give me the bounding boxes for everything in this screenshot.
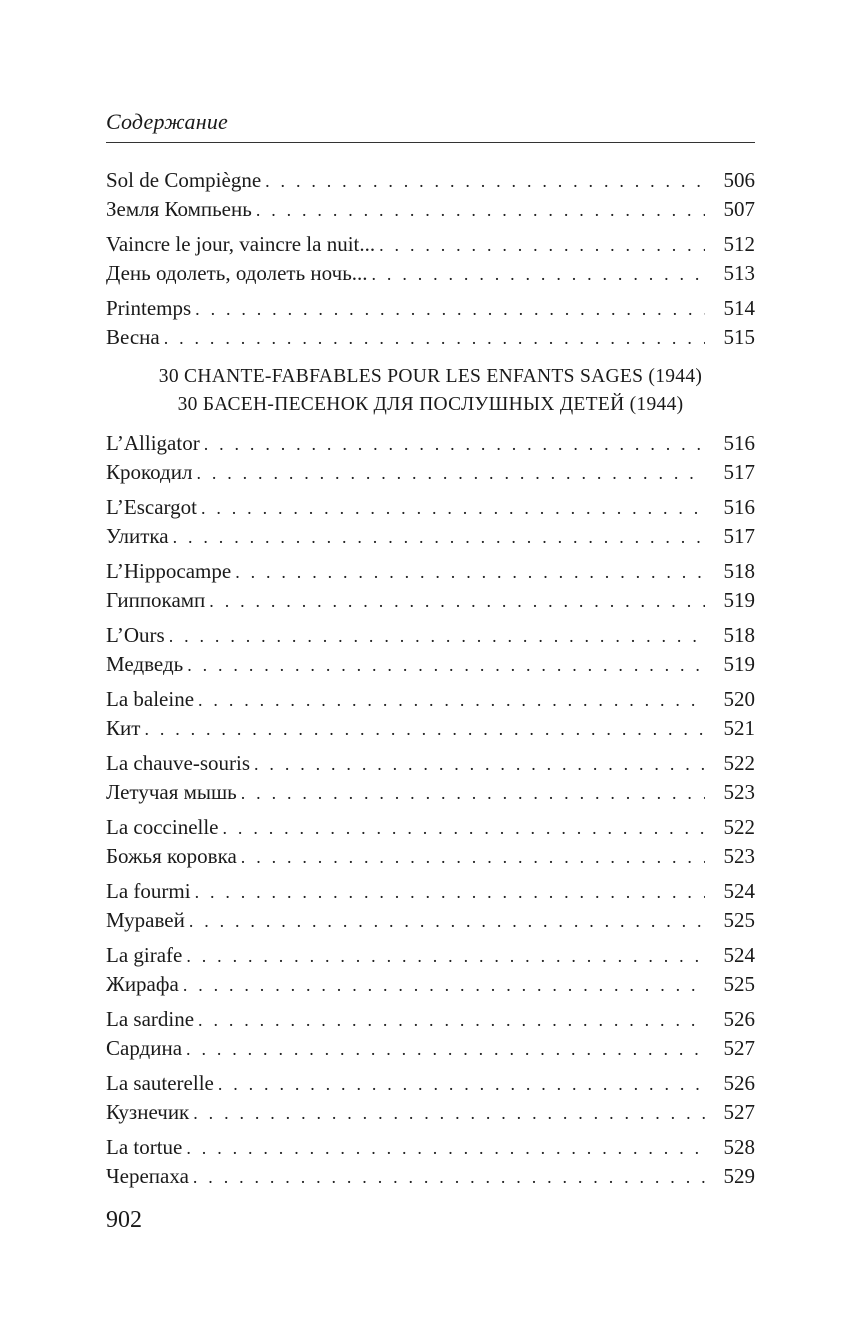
toc-entry [106, 168, 755, 197]
toc-entry [106, 1036, 755, 1065]
toc-entry-page: 522 [723, 751, 755, 775]
toc-entry-title: Муравей [106, 907, 185, 932]
toc-group [106, 815, 755, 872]
toc-entry-page: 517 [723, 459, 755, 484]
toc-entry-page: 526 [723, 1071, 755, 1095]
toc-entry-page: 506 [723, 168, 755, 192]
toc-group [106, 296, 755, 353]
toc-entry [106, 1071, 755, 1100]
toc-entry-title: Кит [106, 715, 141, 740]
toc-entry [106, 296, 755, 325]
toc-entry-title: День одолеть, одолеть ночь... [106, 260, 368, 285]
toc-entry-page: 522 [723, 815, 755, 839]
dot-leader [204, 434, 705, 455]
toc-entry-page: 523 [723, 843, 755, 868]
toc-entry [106, 1007, 755, 1036]
dot-leader [201, 498, 705, 519]
dot-leader [186, 1138, 705, 1159]
toc-group [106, 879, 755, 936]
dot-leader [254, 754, 705, 775]
toc-entry [106, 815, 755, 844]
toc-entry-page: 525 [723, 907, 755, 932]
toc-entry-page: 516 [723, 495, 755, 519]
toc-entry-title: Медведь [106, 651, 184, 676]
dot-leader [164, 328, 705, 349]
toc-entry-title: Printemps [106, 296, 192, 320]
toc-entry-title: Земля Компьень [106, 196, 252, 221]
dot-leader [241, 783, 705, 804]
toc-entry [106, 588, 755, 617]
toc-entry [106, 495, 755, 524]
toc-group [106, 623, 755, 680]
toc-entry-page: 524 [723, 879, 755, 903]
toc-entry-page: 529 [723, 1163, 755, 1188]
dot-leader [209, 591, 705, 612]
running-header: Содержание [106, 109, 229, 134]
header-rule [106, 142, 755, 143]
toc-entry-title: L’Alligator [106, 431, 200, 455]
toc-entry-title: La chauve-souris [106, 751, 251, 775]
toc-group [106, 559, 755, 616]
toc-entry [106, 431, 755, 460]
dot-leader [186, 946, 705, 967]
dot-leader [379, 235, 705, 256]
dot-leader [144, 719, 705, 740]
toc-entry [106, 1135, 755, 1164]
toc-entry [106, 844, 755, 873]
toc-entry-page: 526 [723, 1007, 755, 1031]
toc-entry-title: L’Hippocampe [106, 559, 232, 583]
dot-leader [198, 1010, 705, 1031]
dot-leader [169, 626, 705, 647]
toc-group [106, 687, 755, 744]
toc-group [106, 232, 755, 289]
toc-entry-title: Черепаха [106, 1163, 189, 1188]
toc-group [106, 943, 755, 1000]
toc-entry-page: 519 [723, 587, 755, 612]
toc-entry-title: Божья коровка [106, 843, 237, 868]
toc-entry-title: Кузнечик [106, 1099, 190, 1124]
toc-entry [106, 751, 755, 780]
toc-entry-title: La fourmi [106, 879, 191, 903]
dot-leader [223, 818, 705, 839]
toc-entry-page: 520 [723, 687, 755, 711]
dot-leader [235, 562, 705, 583]
dot-leader [218, 1074, 705, 1095]
page-number: 902 [106, 1207, 142, 1233]
toc-entry-title: La coccinelle [106, 815, 219, 839]
dot-leader [241, 847, 705, 868]
table-of-contents [106, 168, 755, 1199]
toc-entry [106, 1164, 755, 1193]
dot-leader [173, 527, 705, 548]
toc-entry [106, 879, 755, 908]
dot-leader [187, 655, 705, 676]
toc-entry-page: 524 [723, 943, 755, 967]
dot-leader [193, 1103, 705, 1124]
toc-entry-page: 518 [723, 559, 755, 583]
toc-entry-page: 527 [723, 1035, 755, 1060]
dot-leader [198, 690, 705, 711]
toc-group [106, 431, 755, 488]
dot-leader [193, 1167, 705, 1188]
toc-entry-title: Гиппокамп [106, 587, 206, 612]
toc-entry [106, 716, 755, 745]
toc-entry [106, 908, 755, 937]
toc-entry-title: L’Escargot [106, 495, 197, 519]
toc-entry-page: 517 [723, 523, 755, 548]
toc-entry [106, 1100, 755, 1129]
toc-entry [106, 687, 755, 716]
toc-entry [106, 780, 755, 809]
section-title-fr: 30 CHANTE-FABFABLES POUR LES ENFANTS SAGES (1944) [158, 366, 703, 387]
toc-entry [106, 460, 755, 489]
dot-leader [186, 1039, 705, 1060]
toc-entry-title: Сардина [106, 1035, 183, 1060]
toc-entry-title: L’Ours [106, 623, 165, 647]
toc-entry-title: La baleine [106, 687, 195, 711]
toc-entry-page: 519 [723, 651, 755, 676]
toc-entry-page: 514 [723, 296, 755, 320]
toc-entry [106, 943, 755, 972]
toc-entry [106, 972, 755, 1001]
toc-entry [106, 325, 755, 354]
toc-entry-page: 525 [723, 971, 755, 996]
toc-group [106, 1135, 755, 1192]
toc-entry-title: La tortue [106, 1135, 183, 1159]
toc-entry [106, 197, 755, 226]
toc-entry-page: 507 [723, 196, 755, 221]
toc-entry-title: Sol de Compiègne [106, 168, 262, 192]
toc-entry-title: Весна [106, 324, 160, 349]
toc-entry-title: Улитка [106, 523, 169, 548]
toc-entry-title: La sardine [106, 1007, 195, 1031]
toc-group [106, 1071, 755, 1128]
toc-entry-page: 515 [723, 324, 755, 349]
toc-group [106, 751, 755, 808]
toc-entry-page: 521 [723, 715, 755, 740]
toc-entry-title: La girafe [106, 943, 183, 967]
toc-entry-page: 512 [723, 232, 755, 256]
toc-entry [106, 559, 755, 588]
dot-leader [195, 299, 705, 320]
toc-entry-page: 516 [723, 431, 755, 455]
toc-entry-title: Крокодил [106, 459, 193, 484]
toc-entry [106, 623, 755, 652]
dot-leader [256, 200, 705, 221]
toc-bottom-groups [106, 431, 755, 1192]
toc-entry-title: Vaincre le jour, vaincre la nuit... [106, 232, 376, 256]
dot-leader [189, 911, 705, 932]
toc-entry-page: 518 [723, 623, 755, 647]
dot-leader [183, 975, 705, 996]
toc-entry-page: 527 [723, 1099, 755, 1124]
toc-entry [106, 524, 755, 553]
toc-entry [106, 232, 755, 261]
toc-entry [106, 261, 755, 290]
toc-entry-title: Летучая мышь [106, 779, 237, 804]
toc-entry-page: 513 [723, 260, 755, 285]
section-heading [106, 363, 755, 419]
toc-entry-title: La sauterelle [106, 1071, 214, 1095]
dot-leader [265, 171, 705, 192]
dot-leader [196, 463, 705, 484]
dot-leader [372, 264, 705, 285]
toc-group [106, 168, 755, 225]
toc-group [106, 495, 755, 552]
toc-entry-title: Жирафа [106, 971, 179, 996]
toc-group [106, 1007, 755, 1064]
toc-entry-page: 523 [723, 779, 755, 804]
toc-top-groups [106, 168, 755, 353]
dot-leader [195, 882, 705, 903]
section-title-ru: 30 БАСЕН-ПЕСЕНОК ДЛЯ ПОСЛУШНЫХ ДЕТЕЙ (1944) [177, 394, 684, 415]
toc-entry [106, 652, 755, 681]
toc-entry-page: 528 [723, 1135, 755, 1159]
